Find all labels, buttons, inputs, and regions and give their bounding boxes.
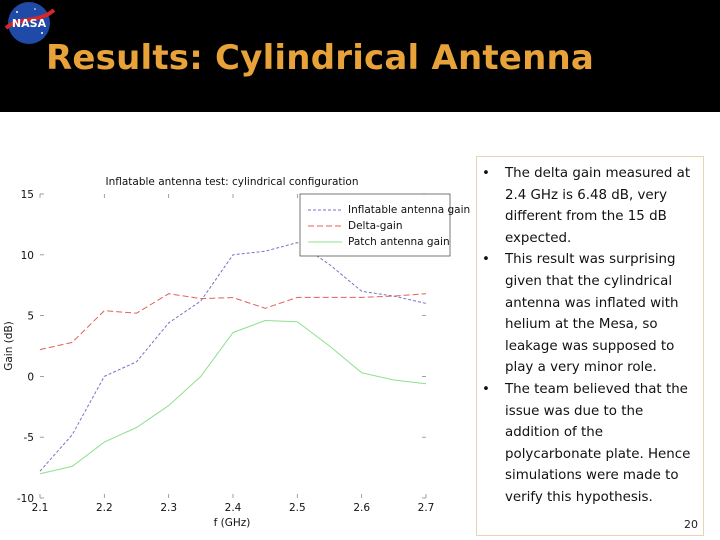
x-tick-label: 2.5 [288, 502, 306, 514]
y-axis-label: Gain (dB) [3, 321, 15, 371]
slide-header [0, 0, 720, 112]
legend-label: Inflatable antenna gain [348, 204, 471, 216]
bullet-list [476, 156, 704, 536]
gain-chart [0, 160, 480, 532]
x-axis-label: f (GHz) [213, 517, 251, 529]
chart-legend [300, 194, 470, 256]
bullet-item: • The team believed that the issue was due to the addition of the polycarbonate plate. Hence simulations were made to verify this hypothesis. [477, 379, 699, 509]
x-tick-label: 2.4 [224, 502, 242, 514]
x-tick-label: 2.3 [160, 502, 178, 514]
bullet-item: • This result was surprising given that the cylindrical antenna was inflated with helium at the Mesa, so leakage was supposed to play a very minor role. [477, 249, 699, 379]
x-tick-label: 2.7 [417, 502, 435, 514]
chart-title: Inflatable antenna test: cylindrical configuration [105, 176, 359, 188]
y-tick-label: 15 [20, 189, 34, 201]
y-tick-label: 0 [27, 371, 34, 384]
x-tick-label: 2.6 [353, 502, 371, 514]
y-tick-label: 5 [27, 310, 34, 323]
y-tick-label: 10 [20, 249, 34, 262]
y-tick-label: -10 [16, 493, 34, 505]
x-tick-label: 2.2 [95, 502, 113, 514]
series-line-1 [40, 243, 426, 472]
legend-label: Delta-gain [348, 220, 403, 232]
legend-label: Patch antenna gain [348, 236, 450, 248]
series-line-3 [40, 321, 426, 474]
slide-number: 20 [684, 518, 698, 531]
series-line-2 [40, 294, 426, 350]
chart-series [40, 243, 426, 474]
bullet-item: • The delta gain measured at 2.4 GHz is 6.48 dB, very different from the 15 dB expected. [477, 163, 699, 249]
y-tick-label: -5 [23, 432, 34, 445]
x-tick-label: 2.1 [31, 502, 49, 514]
logo-text: NASA [11, 17, 47, 30]
slide-title: Results: Cylindrical Antenna [46, 38, 595, 78]
